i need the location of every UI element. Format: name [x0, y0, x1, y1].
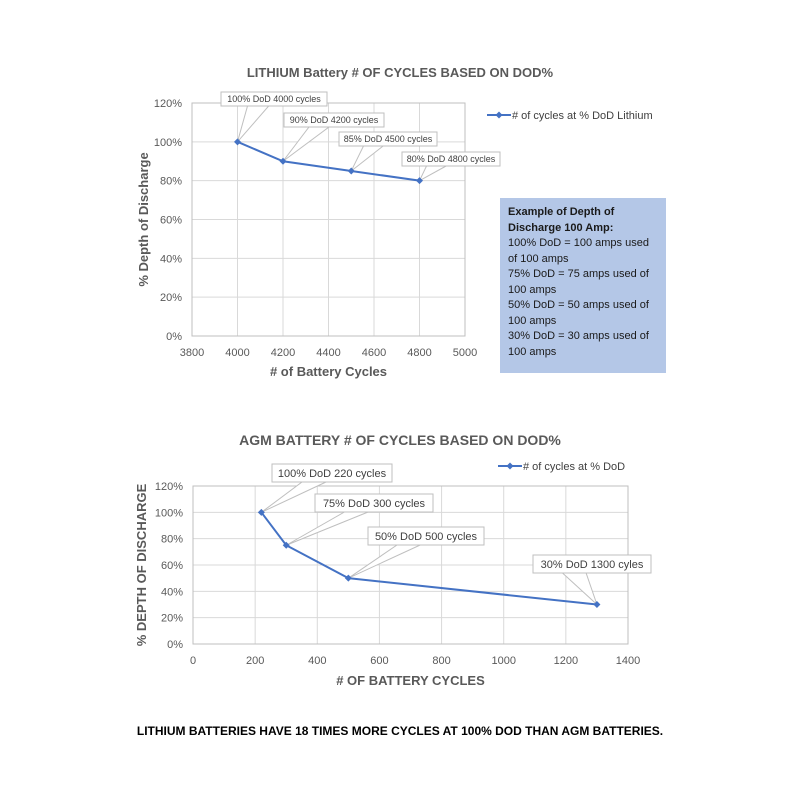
data-label: 90% DoD 4200 cycles [289, 115, 379, 126]
legend-label: # of cycles at % DoD Lithium [512, 110, 653, 122]
note-line: of 100 amps [508, 252, 569, 265]
y-tick-label: 80% [159, 175, 182, 188]
x-tick-label: 4600 [361, 347, 387, 359]
callout-pointer [420, 166, 447, 181]
legend-marker [496, 112, 503, 119]
note-line: 50% DoD = 50 amps used of [508, 299, 649, 311]
note-line: 100 amps [508, 283, 557, 296]
callout-pointer [238, 106, 269, 142]
data-label: 100% DoD 220 cycles [277, 467, 387, 480]
x-tick-label: 1400 [615, 655, 641, 667]
note-line: 75% DoD = 75 amps used of [508, 268, 649, 280]
callout-pointer [286, 512, 368, 545]
legend-label: # of cycles at % DoD [523, 461, 626, 473]
x-tick-label: 4800 [407, 347, 432, 359]
y-tick-label: 0% [167, 639, 183, 651]
y-tick-label: 100% [154, 507, 183, 520]
x-tick-label: 4200 [270, 347, 296, 359]
y-tick-label: 80% [160, 533, 183, 546]
y-tick-label: 60% [159, 214, 182, 227]
chart-title: LITHIUM Battery # OF CYCLES BASED ON DOD% [246, 65, 554, 80]
data-point [345, 575, 352, 582]
x-tick-label: 400 [308, 655, 327, 667]
data-label: 50% DoD 500 cycles [374, 530, 478, 543]
y-tick-label: 40% [159, 253, 182, 266]
note-line: 100 amps [508, 314, 557, 327]
x-tick-label: 600 [370, 655, 389, 667]
y-tick-label: 20% [159, 292, 182, 305]
note-title-line-2: Discharge 100 Amp: [508, 221, 614, 234]
footer-caption: LITHIUM BATTERIES HAVE 18 TIMES MORE CYCLES AT 100% DOD THAN AGM BATTERIES. [136, 724, 664, 738]
y-tick-label: 40% [160, 586, 183, 599]
note-line: 100% DoD = 100 amps used [508, 237, 649, 249]
y-tick-label: 20% [160, 612, 183, 625]
x-tick-label: 4000 [225, 347, 250, 359]
x-tick-label: 3800 [179, 347, 205, 359]
y-axis-label: % DEPTH OF DISCHARGE [134, 483, 149, 647]
x-tick-label: 800 [432, 655, 451, 667]
x-tick-label: 200 [245, 655, 265, 667]
data-label: 30% DoD 1300 cyles [540, 558, 644, 571]
x-tick-label: 0 [189, 655, 197, 667]
chart-title: AGM BATTERY # OF CYCLES BASED ON DOD% [239, 432, 561, 448]
y-tick-label: 100% [153, 136, 182, 149]
dod-example-note [500, 198, 666, 373]
data-label: 100% DoD 4000 cycles [227, 94, 321, 105]
y-tick-label: 120% [153, 98, 182, 110]
x-tick-label: 5000 [452, 347, 478, 359]
callout-pointer [348, 545, 420, 578]
y-tick-label: 120% [154, 481, 183, 493]
x-axis-label: # of Battery Cycles [269, 364, 388, 379]
callout-pointer [351, 146, 383, 171]
x-tick-label: 4400 [316, 347, 341, 359]
y-tick-label: 60% [160, 560, 183, 572]
x-tick-label: 1000 [491, 655, 516, 667]
callout-pointer [563, 573, 597, 605]
data-label: 80% DoD 4800 cycles [406, 154, 496, 165]
note-title-line-1: Example of Depth of [508, 206, 615, 218]
data-label: 75% DoD 300 cycles [322, 497, 426, 510]
legend-marker [507, 463, 514, 470]
callout-pointer [283, 127, 329, 161]
note-line: 30% DoD = 30 amps used of [508, 330, 649, 342]
y-axis-label: % Depth of Discharge [136, 152, 151, 287]
note-line: 100 amps [508, 345, 557, 358]
x-axis-label: # OF BATTERY CYCLES [336, 673, 485, 688]
data-label: 85% DoD 4500 cycles [343, 134, 433, 145]
y-tick-label: 0% [166, 331, 182, 343]
x-tick-label: 1200 [553, 655, 579, 667]
